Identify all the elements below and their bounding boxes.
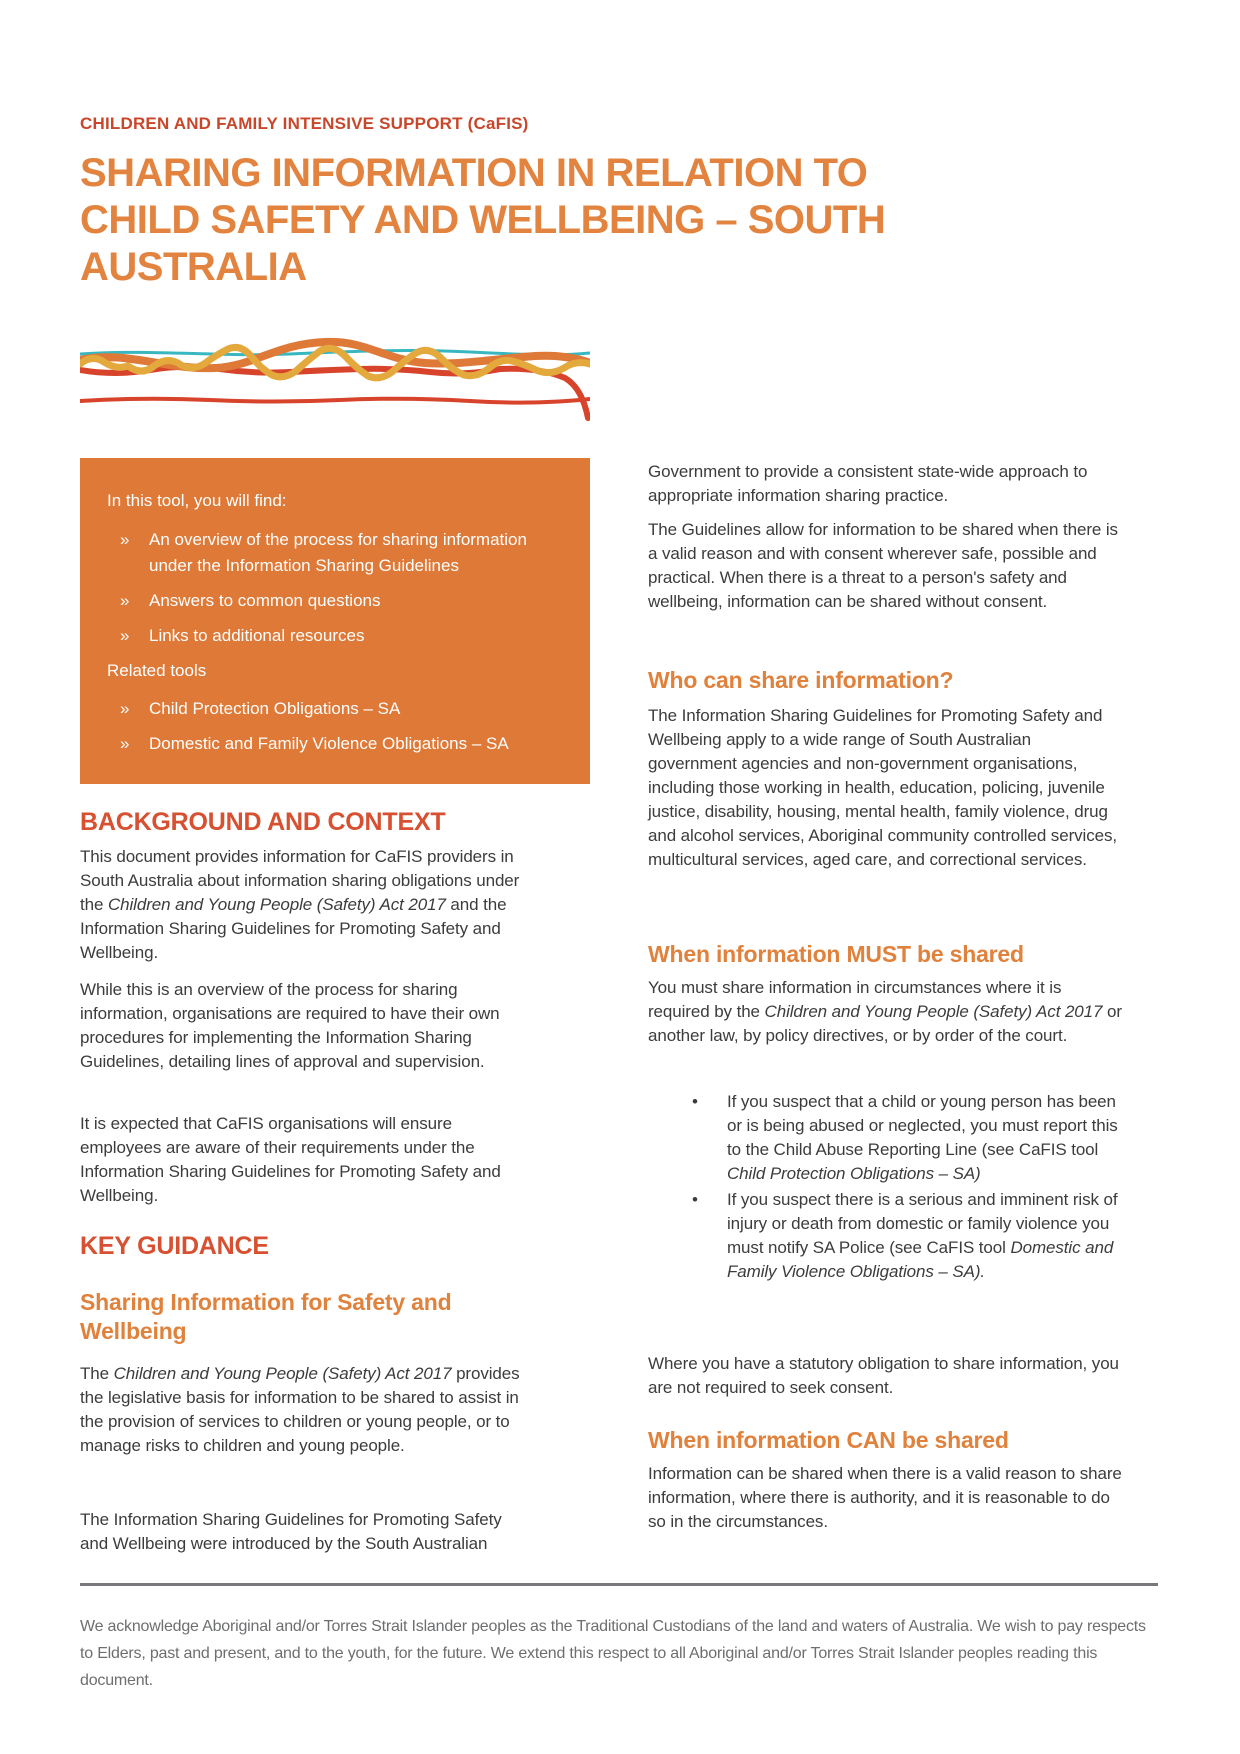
acknowledgement-text: We acknowledge Aboriginal and/or Torres Strait Islander peoples as the Traditional Custodians of the land and waters of Australia. We wish to pay respects to Elders, past and present, and to the youth, for the future. We extend this respect to all Aboriginal and/or Torres Strait Islander peoples reading this document. xyxy=(80,1618,1146,1689)
who-can-share-heading: Who can share information? xyxy=(648,667,954,693)
background-and-context-heading: BACKGROUND AND CONTEXT xyxy=(80,808,446,836)
chevron-bullet-icon: » xyxy=(120,591,130,610)
page-title-line-3: AUSTRALIA xyxy=(80,245,307,289)
key-guidance-heading: KEY GUIDANCE xyxy=(80,1232,269,1260)
chevron-bullet-icon: » xyxy=(120,699,130,718)
right-paragraph-1: Government to provide a consistent state-wide approach to appropriate information sharing practice. xyxy=(648,462,1088,505)
in-this-tool-box xyxy=(80,458,590,784)
background-paragraph-2: While this is an overview of the process for sharing information, organisations are required to have their own procedures for implementing the Information Sharing Guidelines, detailing lines of approval and supervision. xyxy=(80,980,500,1071)
chevron-bullet-icon: » xyxy=(120,530,130,549)
sharing-information-subheading: Sharing Information for Safety and Wellbeing xyxy=(80,1289,452,1344)
document-series-label: CHILDREN AND FAMILY INTENSIVE SUPPORT (CaFIS) xyxy=(80,114,529,133)
related-tool-item-label: Child Protection Obligations – SA xyxy=(149,699,401,718)
background-paragraph-3: It is expected that CaFIS organisations will ensure employees are aware of their requirements under the Information Sharing Guidelines for Promoting Safety and Wellbeing. xyxy=(80,1114,501,1205)
footer-divider xyxy=(80,1583,1158,1586)
tool-box-item-label: An overview of the process for sharing information under the Information Sharing Guidelines xyxy=(149,530,527,575)
bullet-item xyxy=(648,1090,1122,1186)
must-be-shared-bullet-list xyxy=(648,1090,1122,1286)
background-paragraph-1: This document provides information for CaFIS providers in South Australia about information sharing obligations under the Children and Young People (Safety) Act 2017 and the Information Sharing Guidelines for Promoting Safety and Wellbeing. xyxy=(80,847,520,962)
page-title xyxy=(80,150,1000,291)
chevron-bullet-icon: » xyxy=(120,734,130,753)
sharing-paragraph-1: The Children and Young People (Safety) Act 2017 provides the legislative basis for information to be shared to assist in the provision of services to children or young people, or to manage risks to children and young people. xyxy=(80,1364,520,1455)
who-can-share-paragraph: The Information Sharing Guidelines for Promoting Safety and Wellbeing apply to a wide range of South Australian government agencies and non-government organisations, including those working in health, education, policing, juvenile justice, disability, housing, mental health, family violence, drug and alcohol services, Aboriginal community controlled services, multicultural services, aged care, and correctional services. xyxy=(648,706,1117,869)
bullet-item-text: If you suspect there is a serious and imminent risk of injury or death from domestic or family violence you must notify SA Police (see CaFIS tool Domestic and Family Violence Obligations – SA). xyxy=(727,1190,1118,1281)
sharing-paragraph-2: The Information Sharing Guidelines for Promoting Safety and Wellbeing were introduced by the South Australian xyxy=(80,1510,502,1553)
page-title-line-1: SHARING INFORMATION IN RELATION TO xyxy=(80,151,868,195)
tool-box-item xyxy=(107,623,562,649)
statutory-obligation-paragraph: Where you have a statutory obligation to share information, you are not required to seek consent. xyxy=(648,1354,1119,1397)
tool-box-list xyxy=(107,527,562,649)
related-tool-item-label: Domestic and Family Violence Obligations – SA xyxy=(149,734,509,753)
must-be-shared-paragraph: You must share information in circumstances where it is required by the Children and Young People (Safety) Act 2017 or another law, by policy directives, or by order of the court. xyxy=(648,978,1122,1045)
tool-box-item xyxy=(107,588,562,614)
tool-box-intro: In this tool, you will find: xyxy=(107,491,287,510)
must-be-shared-heading: When information MUST be shared xyxy=(648,941,1024,967)
wave-red-line xyxy=(80,367,588,418)
bullet-item-text: If you suspect that a child or young person has been or is being abused or neglected, you must report this to the Child Abuse Reporting Line (see CaFIS tool Child Protection Obligations – SA) xyxy=(727,1092,1118,1183)
tool-box-item-label: Links to additional resources xyxy=(149,626,365,645)
decorative-waves-graphic xyxy=(80,330,590,435)
right-paragraph-2: The Guidelines allow for information to be shared when there is a valid reason and with consent wherever safe, possible and practical. When there is a threat to a person's safety and wellbeing, information can be shared without consent. xyxy=(648,520,1118,611)
tool-box-item-label: Answers to common questions xyxy=(149,591,381,610)
related-tool-item xyxy=(107,696,562,722)
related-tools-list xyxy=(107,696,562,757)
bullet-item xyxy=(648,1188,1122,1284)
can-be-shared-heading: When information CAN be shared xyxy=(648,1427,1009,1453)
can-be-shared-paragraph: Information can be shared when there is a valid reason to share information, where there is authority, and it is reasonable to do so in the circumstances. xyxy=(648,1464,1122,1531)
dot-bullet-icon: • xyxy=(692,1190,698,1209)
wave-red-baseline xyxy=(80,399,590,403)
tool-box-item xyxy=(107,527,562,579)
page-title-line-2: CHILD SAFETY AND WELLBEING – SOUTH xyxy=(80,198,886,242)
related-tools-label: Related tools xyxy=(107,661,207,680)
related-tool-item xyxy=(107,731,562,757)
dot-bullet-icon: • xyxy=(692,1092,698,1111)
chevron-bullet-icon: » xyxy=(120,626,130,645)
